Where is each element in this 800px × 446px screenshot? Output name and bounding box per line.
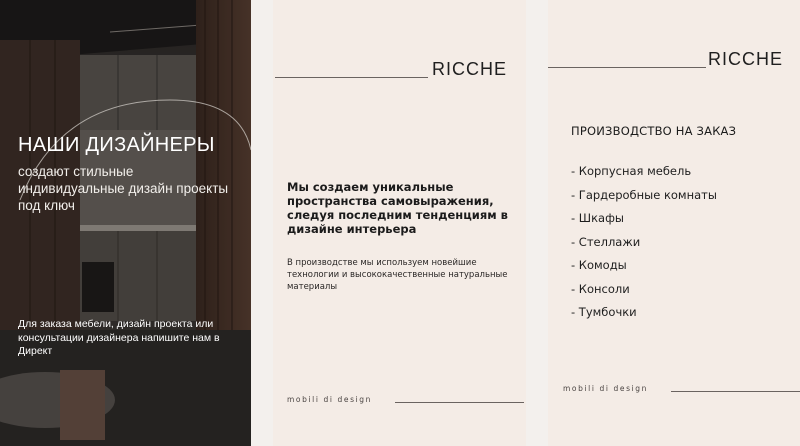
about-card <box>273 0 526 446</box>
list-item: - Корпусная мебель <box>571 164 692 178</box>
list-item: - Консоли <box>571 281 630 296</box>
logo-divider-line <box>548 67 706 68</box>
list-item: - Стеллажи <box>571 234 641 249</box>
tagline-divider-line <box>395 402 524 403</box>
lead-statement: Мы создаем уникальные пространства самовыражения, следуя последним тенденциям в дизайне интерьера <box>287 180 508 236</box>
list-item: - Комоды <box>571 258 627 272</box>
contact-cta-text: Для заказа мебели, дизайн проекта или консультации дизайнера напишите нам в Директ <box>18 318 220 357</box>
brand-logo: RICCHE <box>432 59 508 79</box>
kitchen-interior-photo <box>0 0 251 446</box>
designers-promo-panel <box>0 0 251 446</box>
brand-logo: RICCHE <box>708 49 784 69</box>
production-heading: ПРОИЗВОДСТВО НА ЗАКАЗ <box>571 124 737 138</box>
logo-divider-line <box>275 77 428 78</box>
list-item: - Гардеробные комнаты <box>571 187 717 202</box>
designers-title: НАШИ ДИЗАЙНЕРЫ <box>18 134 215 156</box>
brand-tagline: mobili di design <box>563 384 648 393</box>
tagline-divider-line <box>671 391 800 392</box>
product-list <box>571 163 717 328</box>
brand-tagline: mobili di design <box>287 395 372 404</box>
custom-production-card <box>548 0 800 446</box>
list-item: - Тумбочки <box>571 305 637 319</box>
designers-subtitle: создают стильные индивидуальные дизайн проекты под ключ <box>18 164 229 213</box>
list-item: - Шкафы <box>571 211 625 225</box>
body-text: В производстве мы используем новейшие технологии и высококачественные натуральные материалы <box>287 258 508 292</box>
